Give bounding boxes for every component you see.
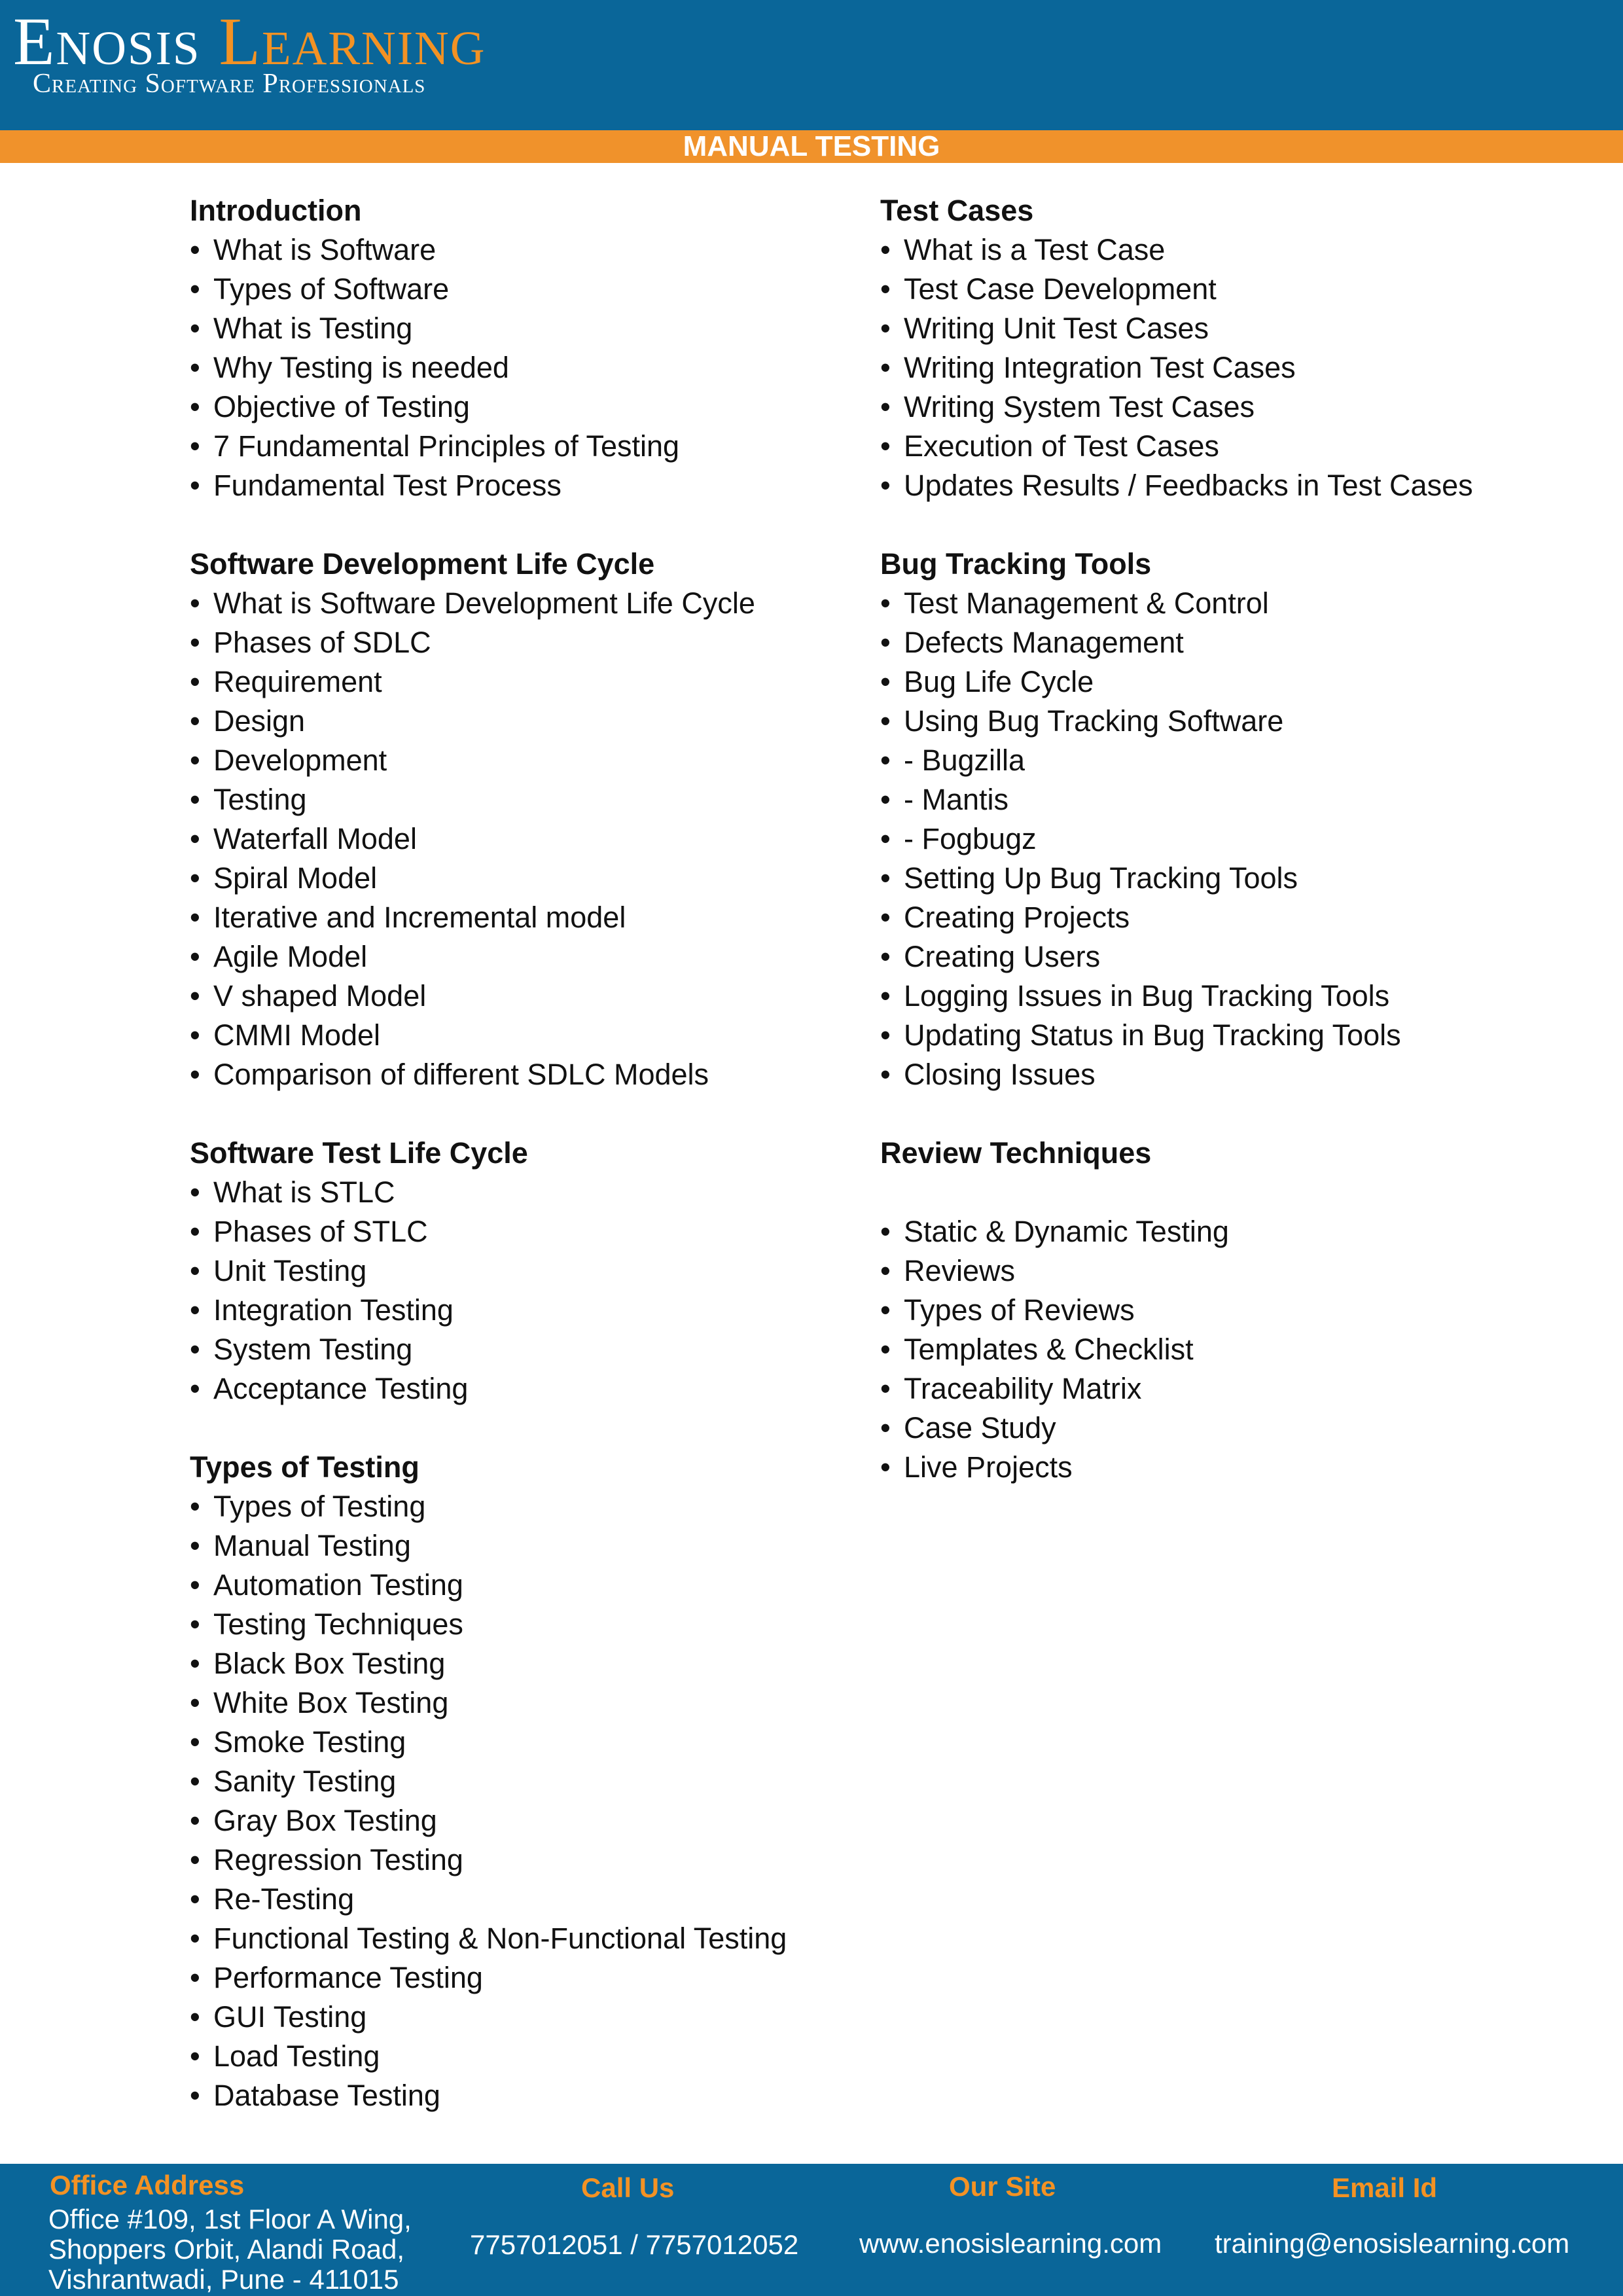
syllabus-section xyxy=(880,191,1600,505)
bullet-icon: • xyxy=(880,1018,891,1052)
topic-text: Writing Unit Test Cases xyxy=(904,312,1209,345)
bullet-icon: • xyxy=(190,586,200,620)
topic-text: Types of Testing xyxy=(213,1490,426,1523)
topic-list xyxy=(190,230,831,505)
topic-text: Execution of Test Cases xyxy=(904,429,1219,463)
bullet-icon: • xyxy=(190,1529,200,1562)
syllabus-section xyxy=(190,1448,831,2115)
list-item xyxy=(190,2037,831,2076)
list-item xyxy=(880,309,1600,348)
page-header xyxy=(0,0,1623,130)
bullet-icon: • xyxy=(190,429,200,463)
bullet-icon: • xyxy=(190,272,200,306)
topic-list xyxy=(190,1173,831,1408)
topic-text: Test Case Development xyxy=(904,272,1217,306)
section-heading: Test Cases xyxy=(880,194,1034,227)
list-item xyxy=(880,662,1600,702)
bullet-icon: • xyxy=(190,665,200,698)
bullet-icon: • xyxy=(190,1922,200,1955)
bullet-icon: • xyxy=(190,1647,200,1680)
bullet-icon: • xyxy=(190,1804,200,1837)
topic-text: Testing xyxy=(213,783,307,816)
topic-text: - Bugzilla xyxy=(904,744,1026,777)
list-item xyxy=(880,230,1600,270)
list-item xyxy=(190,1723,831,1762)
list-item xyxy=(190,1958,831,1998)
topic-list xyxy=(880,1212,1600,1487)
bullet-icon: • xyxy=(880,1254,891,1287)
topic-text: Reviews xyxy=(904,1254,1016,1287)
topic-text: System Testing xyxy=(213,1333,413,1366)
topic-text: Updates Results / Feedbacks in Test Cases xyxy=(904,469,1473,502)
call-us-label: Call Us xyxy=(581,2172,675,2203)
list-item xyxy=(190,1212,831,1251)
brand-tagline: Creating Software Professionals xyxy=(33,69,426,99)
list-item xyxy=(190,309,831,348)
bullet-icon: • xyxy=(190,469,200,502)
topic-text: Testing Techniques xyxy=(213,1607,463,1641)
list-item xyxy=(880,937,1600,977)
topic-text: What is Software xyxy=(213,233,437,266)
list-item xyxy=(880,387,1600,427)
our-site-label: Our Site xyxy=(949,2171,1056,2202)
topic-text: Database Testing xyxy=(213,2079,440,2112)
section-heading: Types of Testing xyxy=(190,1450,419,1484)
topic-text: White Box Testing xyxy=(213,1686,449,1719)
bullet-icon: • xyxy=(880,783,891,816)
bullet-icon: • xyxy=(880,1058,891,1091)
email-id-label: Email Id xyxy=(1332,2172,1438,2203)
bullet-icon: • xyxy=(880,429,891,463)
list-item xyxy=(880,584,1600,623)
topic-text: - Mantis xyxy=(904,783,1009,816)
bullet-icon: • xyxy=(880,626,891,659)
bullet-icon: • xyxy=(190,2079,200,2112)
list-item xyxy=(190,270,831,309)
topic-text: - Fogbugz xyxy=(904,822,1037,855)
section-heading: Bug Tracking Tools xyxy=(880,547,1152,581)
list-item xyxy=(190,348,831,387)
list-item xyxy=(880,977,1600,1016)
bullet-icon: • xyxy=(880,744,891,777)
bullet-icon: • xyxy=(190,626,200,659)
bullet-icon: • xyxy=(190,783,200,816)
list-item xyxy=(880,427,1600,466)
topic-text: Phases of STLC xyxy=(213,1215,428,1248)
list-item xyxy=(190,1762,831,1801)
list-item xyxy=(880,1291,1600,1330)
bullet-icon: • xyxy=(190,351,200,384)
bullet-icon: • xyxy=(190,1215,200,1248)
bullet-icon: • xyxy=(190,1254,200,1287)
bullet-icon: • xyxy=(190,744,200,777)
topic-text: Creating Projects xyxy=(904,901,1130,934)
bullet-icon: • xyxy=(190,822,200,855)
list-item xyxy=(880,1016,1600,1055)
bullet-icon: • xyxy=(190,901,200,934)
brand-name-part1: Enosis xyxy=(13,4,201,79)
list-item xyxy=(880,1055,1600,1094)
bullet-icon: • xyxy=(190,1686,200,1719)
bullet-icon: • xyxy=(190,1843,200,1876)
bullet-icon: • xyxy=(880,861,891,895)
topic-text: What is Testing xyxy=(213,312,413,345)
list-item xyxy=(190,898,831,937)
bullet-icon: • xyxy=(880,1293,891,1327)
list-item xyxy=(880,741,1600,780)
bullet-icon: • xyxy=(880,1215,891,1248)
list-item xyxy=(190,1173,831,1212)
list-item xyxy=(190,387,831,427)
bullet-icon: • xyxy=(190,1882,200,1916)
list-item xyxy=(880,270,1600,309)
topic-text: CMMI Model xyxy=(213,1018,381,1052)
topic-text: What is a Test Case xyxy=(904,233,1166,266)
list-item xyxy=(190,819,831,859)
bullet-icon: • xyxy=(190,1490,200,1523)
topic-text: Test Management & Control xyxy=(904,586,1269,620)
topic-text: Design xyxy=(213,704,306,738)
list-item xyxy=(880,1212,1600,1251)
bullet-icon: • xyxy=(190,940,200,973)
bullet-icon: • xyxy=(880,822,891,855)
list-item xyxy=(880,780,1600,819)
list-item xyxy=(190,1605,831,1644)
list-item xyxy=(190,584,831,623)
list-item xyxy=(190,1487,831,1526)
bullet-icon: • xyxy=(190,2000,200,2034)
topic-text: Development xyxy=(213,744,387,777)
topic-text: Functional Testing & Non-Functional Testing xyxy=(213,1922,787,1955)
bullet-icon: • xyxy=(880,704,891,738)
topic-text: Logging Issues in Bug Tracking Tools xyxy=(904,979,1390,1013)
list-item xyxy=(190,1369,831,1408)
topic-text: Defects Management xyxy=(904,626,1184,659)
bullet-icon: • xyxy=(880,312,891,345)
list-item xyxy=(190,466,831,505)
topic-text: Objective of Testing xyxy=(213,390,470,423)
topic-text: Writing System Test Cases xyxy=(904,390,1255,423)
topic-text: Black Box Testing xyxy=(213,1647,446,1680)
bullet-icon: • xyxy=(190,1333,200,1366)
list-item xyxy=(190,1683,831,1723)
bullet-icon: • xyxy=(190,1961,200,1994)
bullet-icon: • xyxy=(880,390,891,423)
list-item xyxy=(190,780,831,819)
phone-numbers[interactable]: 7757012051 / 7757012052 xyxy=(470,2229,799,2260)
list-item xyxy=(190,1016,831,1055)
topic-text: Re-Testing xyxy=(213,1882,355,1916)
topic-text: Smoke Testing xyxy=(213,1725,406,1759)
topic-text: Acceptance Testing xyxy=(213,1372,469,1405)
list-item xyxy=(190,662,831,702)
bullet-icon: • xyxy=(880,1372,891,1405)
topic-text: Requirement xyxy=(213,665,382,698)
bullet-icon: • xyxy=(880,1450,891,1484)
topic-text: Types of Software xyxy=(213,272,450,306)
list-item xyxy=(880,1369,1600,1408)
topic-list xyxy=(880,584,1600,1094)
list-item xyxy=(880,1408,1600,1448)
topic-text: GUI Testing xyxy=(213,2000,367,2034)
bullet-icon: • xyxy=(880,351,891,384)
office-address-line-3: Vishrantwadi, Pune - 411015 xyxy=(48,2264,399,2295)
bullet-icon: • xyxy=(190,1058,200,1091)
syllabus-section xyxy=(190,1134,831,1408)
bullet-icon: • xyxy=(880,469,891,502)
list-item xyxy=(190,937,831,977)
topic-text: Sanity Testing xyxy=(213,1765,397,1798)
bullet-icon: • xyxy=(190,312,200,345)
bullet-icon: • xyxy=(190,1725,200,1759)
right-syllabus-column xyxy=(880,191,1600,1526)
list-item xyxy=(880,466,1600,505)
topic-text: Comparison of different SDLC Models xyxy=(213,1058,709,1091)
list-item xyxy=(190,859,831,898)
topic-text: Traceability Matrix xyxy=(904,1372,1142,1405)
list-item xyxy=(190,1998,831,2037)
website-link[interactable]: www.enosislearning.com xyxy=(859,2228,1162,2259)
list-item xyxy=(190,1919,831,1958)
list-item xyxy=(190,702,831,741)
list-item xyxy=(190,2076,831,2115)
topic-text: Agile Model xyxy=(213,940,368,973)
bullet-icon: • xyxy=(880,1411,891,1444)
list-item xyxy=(880,1448,1600,1487)
topic-text: Using Bug Tracking Software xyxy=(904,704,1284,738)
list-item xyxy=(880,702,1600,741)
topic-text: Load Testing xyxy=(213,2039,380,2073)
office-address-line-2: Shoppers Orbit, Alandi Road, xyxy=(48,2234,404,2265)
email-link[interactable]: training@enosislearning.com xyxy=(1215,2228,1570,2259)
bullet-icon: • xyxy=(190,1293,200,1327)
brand-name-part2: Learning xyxy=(219,4,486,79)
syllabus-section xyxy=(190,191,831,505)
bullet-icon: • xyxy=(190,2039,200,2073)
list-item xyxy=(190,1801,831,1840)
list-item xyxy=(880,859,1600,898)
bullet-icon: • xyxy=(190,1607,200,1641)
office-address-line-1: Office #109, 1st Floor A Wing, xyxy=(48,2204,412,2234)
list-item xyxy=(190,427,831,466)
list-item xyxy=(880,898,1600,937)
page-footer xyxy=(0,2164,1623,2296)
topic-text: Writing Integration Test Cases xyxy=(904,351,1296,384)
topic-text: Automation Testing xyxy=(213,1568,463,1602)
bullet-icon: • xyxy=(880,272,891,306)
bullet-icon: • xyxy=(880,979,891,1013)
topic-text: Types of Reviews xyxy=(904,1293,1135,1327)
list-item xyxy=(190,1880,831,1919)
topic-text: Creating Users xyxy=(904,940,1101,973)
list-item xyxy=(880,1330,1600,1369)
list-item xyxy=(190,1251,831,1291)
topic-list xyxy=(190,584,831,1094)
bullet-icon: • xyxy=(190,979,200,1013)
syllabus-section xyxy=(880,1134,1600,1487)
topic-text: Live Projects xyxy=(904,1450,1073,1484)
list-item xyxy=(190,230,831,270)
list-item xyxy=(190,1566,831,1605)
topic-text: What is STLC xyxy=(213,1175,395,1209)
topic-text: What is Software Development Life Cycle xyxy=(213,586,755,620)
bullet-icon: • xyxy=(880,1333,891,1366)
section-heading: Review Techniques xyxy=(880,1136,1152,1170)
bullet-icon: • xyxy=(880,901,891,934)
topic-text: Templates & Checklist xyxy=(904,1333,1194,1366)
topic-text: Gray Box Testing xyxy=(213,1804,437,1837)
topic-list xyxy=(880,230,1600,505)
topic-text: Closing Issues xyxy=(904,1058,1096,1091)
list-item xyxy=(190,1644,831,1683)
topic-text: Phases of SDLC xyxy=(213,626,431,659)
list-item xyxy=(190,977,831,1016)
course-title-banner: MANUAL TESTING xyxy=(0,130,1623,163)
topic-list xyxy=(190,1487,831,2115)
topic-text: V shaped Model xyxy=(213,979,427,1013)
section-heading: Software Test Life Cycle xyxy=(190,1136,528,1170)
topic-text: Bug Life Cycle xyxy=(904,665,1094,698)
list-item xyxy=(190,1840,831,1880)
section-heading: Introduction xyxy=(190,194,362,227)
list-item xyxy=(190,623,831,662)
list-item xyxy=(880,819,1600,859)
topic-text: Static & Dynamic Testing xyxy=(904,1215,1229,1248)
topic-text: Waterfall Model xyxy=(213,822,417,855)
topic-text: Why Testing is needed xyxy=(213,351,509,384)
bullet-icon: • xyxy=(190,1175,200,1209)
bullet-icon: • xyxy=(190,390,200,423)
list-item xyxy=(190,1055,831,1094)
list-item xyxy=(880,1251,1600,1291)
section-heading: Software Development Life Cycle xyxy=(190,547,655,581)
topic-text: Regression Testing xyxy=(213,1843,463,1876)
list-item xyxy=(190,1330,831,1369)
topic-text: Spiral Model xyxy=(213,861,378,895)
bullet-icon: • xyxy=(880,940,891,973)
bullet-icon: • xyxy=(190,1018,200,1052)
list-item xyxy=(880,348,1600,387)
topic-text: Performance Testing xyxy=(213,1961,483,1994)
list-item xyxy=(190,1526,831,1566)
bullet-icon: • xyxy=(190,861,200,895)
list-item xyxy=(190,1291,831,1330)
topic-text: 7 Fundamental Principles of Testing xyxy=(213,429,680,463)
bullet-icon: • xyxy=(190,1765,200,1798)
bullet-icon: • xyxy=(880,665,891,698)
bullet-icon: • xyxy=(190,704,200,738)
topic-text: Iterative and Incremental model xyxy=(213,901,626,934)
topic-text: Integration Testing xyxy=(213,1293,454,1327)
office-address-label: Office Address xyxy=(50,2170,245,2200)
bullet-icon: • xyxy=(880,586,891,620)
bullet-icon: • xyxy=(190,1568,200,1602)
list-item xyxy=(880,623,1600,662)
bullet-icon: • xyxy=(190,1372,200,1405)
topic-text: Unit Testing xyxy=(213,1254,367,1287)
topic-text: Updating Status in Bug Tracking Tools xyxy=(904,1018,1401,1052)
topic-text: Case Study xyxy=(904,1411,1056,1444)
list-item xyxy=(190,741,831,780)
bullet-icon: • xyxy=(190,233,200,266)
topic-text: Manual Testing xyxy=(213,1529,411,1562)
syllabus-section xyxy=(190,545,831,1094)
topic-text: Setting Up Bug Tracking Tools xyxy=(904,861,1298,895)
syllabus-section xyxy=(880,545,1600,1094)
topic-text: Fundamental Test Process xyxy=(213,469,562,502)
bullet-icon: • xyxy=(880,233,891,266)
left-syllabus-column xyxy=(190,191,831,2155)
